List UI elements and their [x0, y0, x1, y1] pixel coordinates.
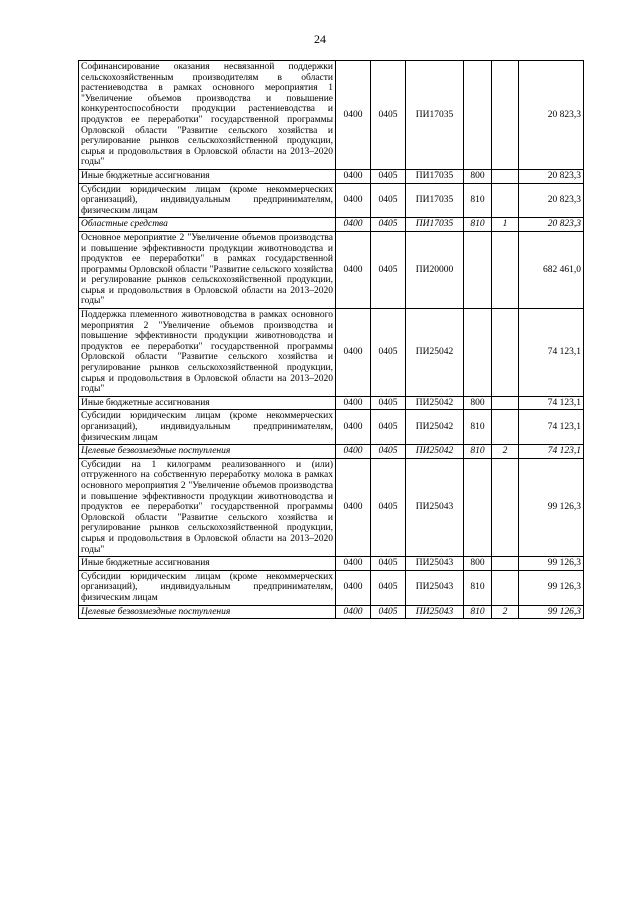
section-code: 0400 — [336, 61, 371, 170]
amount-value: 74 123,1 — [519, 396, 584, 410]
page-number: 24 — [314, 32, 326, 46]
table-row — [79, 445, 584, 459]
section-code: 0400 — [336, 169, 371, 183]
row-description: Субсидии юридическим лицам (кроме некоммерческих организаций), индивидуальным предпринимателям, физическим лицам — [79, 410, 336, 445]
table-row — [79, 169, 584, 183]
subsection-code: 0405 — [371, 570, 406, 605]
table-row — [79, 570, 584, 605]
table-row — [79, 218, 584, 232]
amount-value: 20 823,3 — [519, 218, 584, 232]
amount-value: 74 123,1 — [519, 445, 584, 459]
expense-type-code — [464, 309, 492, 397]
budget-table — [78, 60, 584, 619]
target-article-code: ПИ25043 — [406, 605, 464, 619]
funding-source-code — [492, 570, 519, 605]
table-row — [79, 231, 584, 308]
target-article-code: ПИ17035 — [406, 183, 464, 218]
amount-value: 99 126,3 — [519, 570, 584, 605]
funding-source-code: 2 — [492, 605, 519, 619]
row-description: Иные бюджетные ассигнования — [79, 557, 336, 571]
target-article-code: ПИ25042 — [406, 396, 464, 410]
target-article-code: ПИ17035 — [406, 169, 464, 183]
target-article-code: ПИ25043 — [406, 458, 464, 556]
row-description: Целевые безвозмездные поступления — [79, 605, 336, 619]
row-description: Софинансирование оказания несвязанной поддержки сельскохозяйственным производителям в области растениеводства в рамках основного мероприятия 1 "Увеличение объемов производства и повышение конкурентоспособности продукции растениеводства и продуктов ее переработки" государственной программы Орловской области "Развитие сельского хозяйства и регулирование рынков сельскохозяйственной продукции, сырья и продовольствия в Орловской области на 2013–2020 годы" — [79, 61, 336, 170]
section-code: 0400 — [336, 445, 371, 459]
funding-source-code — [492, 231, 519, 308]
expense-type-code: 800 — [464, 557, 492, 571]
subsection-code: 0405 — [371, 183, 406, 218]
table-row — [79, 309, 584, 397]
amount-value: 20 823,3 — [519, 183, 584, 218]
subsection-code: 0405 — [371, 458, 406, 556]
subsection-code: 0405 — [371, 410, 406, 445]
amount-value: 99 126,3 — [519, 557, 584, 571]
subsection-code: 0405 — [371, 169, 406, 183]
subsection-code: 0405 — [371, 61, 406, 170]
amount-value: 20 823,3 — [519, 61, 584, 170]
section-code: 0400 — [336, 309, 371, 397]
funding-source-code — [492, 458, 519, 556]
target-article-code: ПИ25042 — [406, 410, 464, 445]
funding-source-code — [492, 183, 519, 218]
subsection-code: 0405 — [371, 557, 406, 571]
funding-source-code — [492, 309, 519, 397]
funding-source-code — [492, 410, 519, 445]
row-description: Субсидии юридическим лицам (кроме некоммерческих организаций), индивидуальным предпринимателям, физическим лицам — [79, 570, 336, 605]
amount-value: 74 123,1 — [519, 309, 584, 397]
expense-type-code: 810 — [464, 410, 492, 445]
subsection-code: 0405 — [371, 396, 406, 410]
expense-type-code — [464, 61, 492, 170]
expense-type-code: 810 — [464, 218, 492, 232]
section-code: 0400 — [336, 458, 371, 556]
target-article-code: ПИ20000 — [406, 231, 464, 308]
table-row — [79, 557, 584, 571]
amount-value: 682 461,0 — [519, 231, 584, 308]
expense-type-code: 800 — [464, 169, 492, 183]
target-article-code: ПИ25042 — [406, 445, 464, 459]
section-code: 0400 — [336, 570, 371, 605]
table-row — [79, 183, 584, 218]
section-code: 0400 — [336, 605, 371, 619]
expense-type-code: 800 — [464, 396, 492, 410]
expense-type-code — [464, 231, 492, 308]
table-row — [79, 410, 584, 445]
funding-source-code — [492, 169, 519, 183]
row-description: Поддержка племенного животноводства в рамках основного мероприятия 2 "Увеличение объемов производства и повышение эффективности продукции животноводства и продуктов ее переработки" государственной программы Орловской области "Развитие сельского хозяйства и регулирование рынков сельскохозяйственной продукции, сырья и продовольствия в Орловской области на 2013–2020 годы" — [79, 309, 336, 397]
expense-type-code — [464, 458, 492, 556]
section-code: 0400 — [336, 410, 371, 445]
row-description: Субсидии на 1 килограмм реализованного и (или) отгруженного на собственную переработку молока в рамках основного мероприятия 2 "Увеличение объемов производства и повышение эффективности продукции животноводства и продуктов ее переработки" государственной программы Орловской области "Развитие сельского хозяйства и регулирование рынков сельскохозяйственной продукции, сырья и продовольствия в Орловской области на 2013–2020 годы" — [79, 458, 336, 556]
target-article-code: ПИ25043 — [406, 570, 464, 605]
row-description: Областные средства — [79, 218, 336, 232]
expense-type-code: 810 — [464, 605, 492, 619]
subsection-code: 0405 — [371, 218, 406, 232]
subsection-code: 0405 — [371, 231, 406, 308]
subsection-code: 0405 — [371, 445, 406, 459]
funding-source-code — [492, 396, 519, 410]
section-code: 0400 — [336, 218, 371, 232]
expense-type-code: 810 — [464, 445, 492, 459]
subsection-code: 0405 — [371, 309, 406, 397]
row-description: Иные бюджетные ассигнования — [79, 396, 336, 410]
table-row — [79, 396, 584, 410]
target-article-code: ПИ25043 — [406, 557, 464, 571]
row-description: Основное мероприятие 2 "Увеличение объемов производства и повышение эффективности продукции животноводства и продуктов ее переработки" в рамках государственной программы Орловской области "Развитие сельского хозяйства и регулирование рынков сельскохозяйственной продукции, сырья и продовольствия в Орловской области на 2013–2020 годы" — [79, 231, 336, 308]
subsection-code: 0405 — [371, 605, 406, 619]
row-description: Целевые безвозмездные поступления — [79, 445, 336, 459]
table-row — [79, 605, 584, 619]
row-description: Субсидии юридическим лицам (кроме некоммерческих организаций), индивидуальным предпринимателям, физическим лицам — [79, 183, 336, 218]
amount-value: 20 823,3 — [519, 169, 584, 183]
funding-source-code — [492, 557, 519, 571]
funding-source-code — [492, 61, 519, 170]
amount-value: 99 126,3 — [519, 605, 584, 619]
section-code: 0400 — [336, 183, 371, 218]
target-article-code: ПИ17035 — [406, 61, 464, 170]
row-description: Иные бюджетные ассигнования — [79, 169, 336, 183]
expense-type-code: 810 — [464, 570, 492, 605]
expense-type-code: 810 — [464, 183, 492, 218]
section-code: 0400 — [336, 231, 371, 308]
section-code: 0400 — [336, 396, 371, 410]
amount-value: 99 126,3 — [519, 458, 584, 556]
funding-source-code: 1 — [492, 218, 519, 232]
table-row — [79, 61, 584, 170]
amount-value: 74 123,1 — [519, 410, 584, 445]
funding-source-code: 2 — [492, 445, 519, 459]
target-article-code: ПИ25042 — [406, 309, 464, 397]
section-code: 0400 — [336, 557, 371, 571]
target-article-code: ПИ17035 — [406, 218, 464, 232]
table-row — [79, 458, 584, 556]
